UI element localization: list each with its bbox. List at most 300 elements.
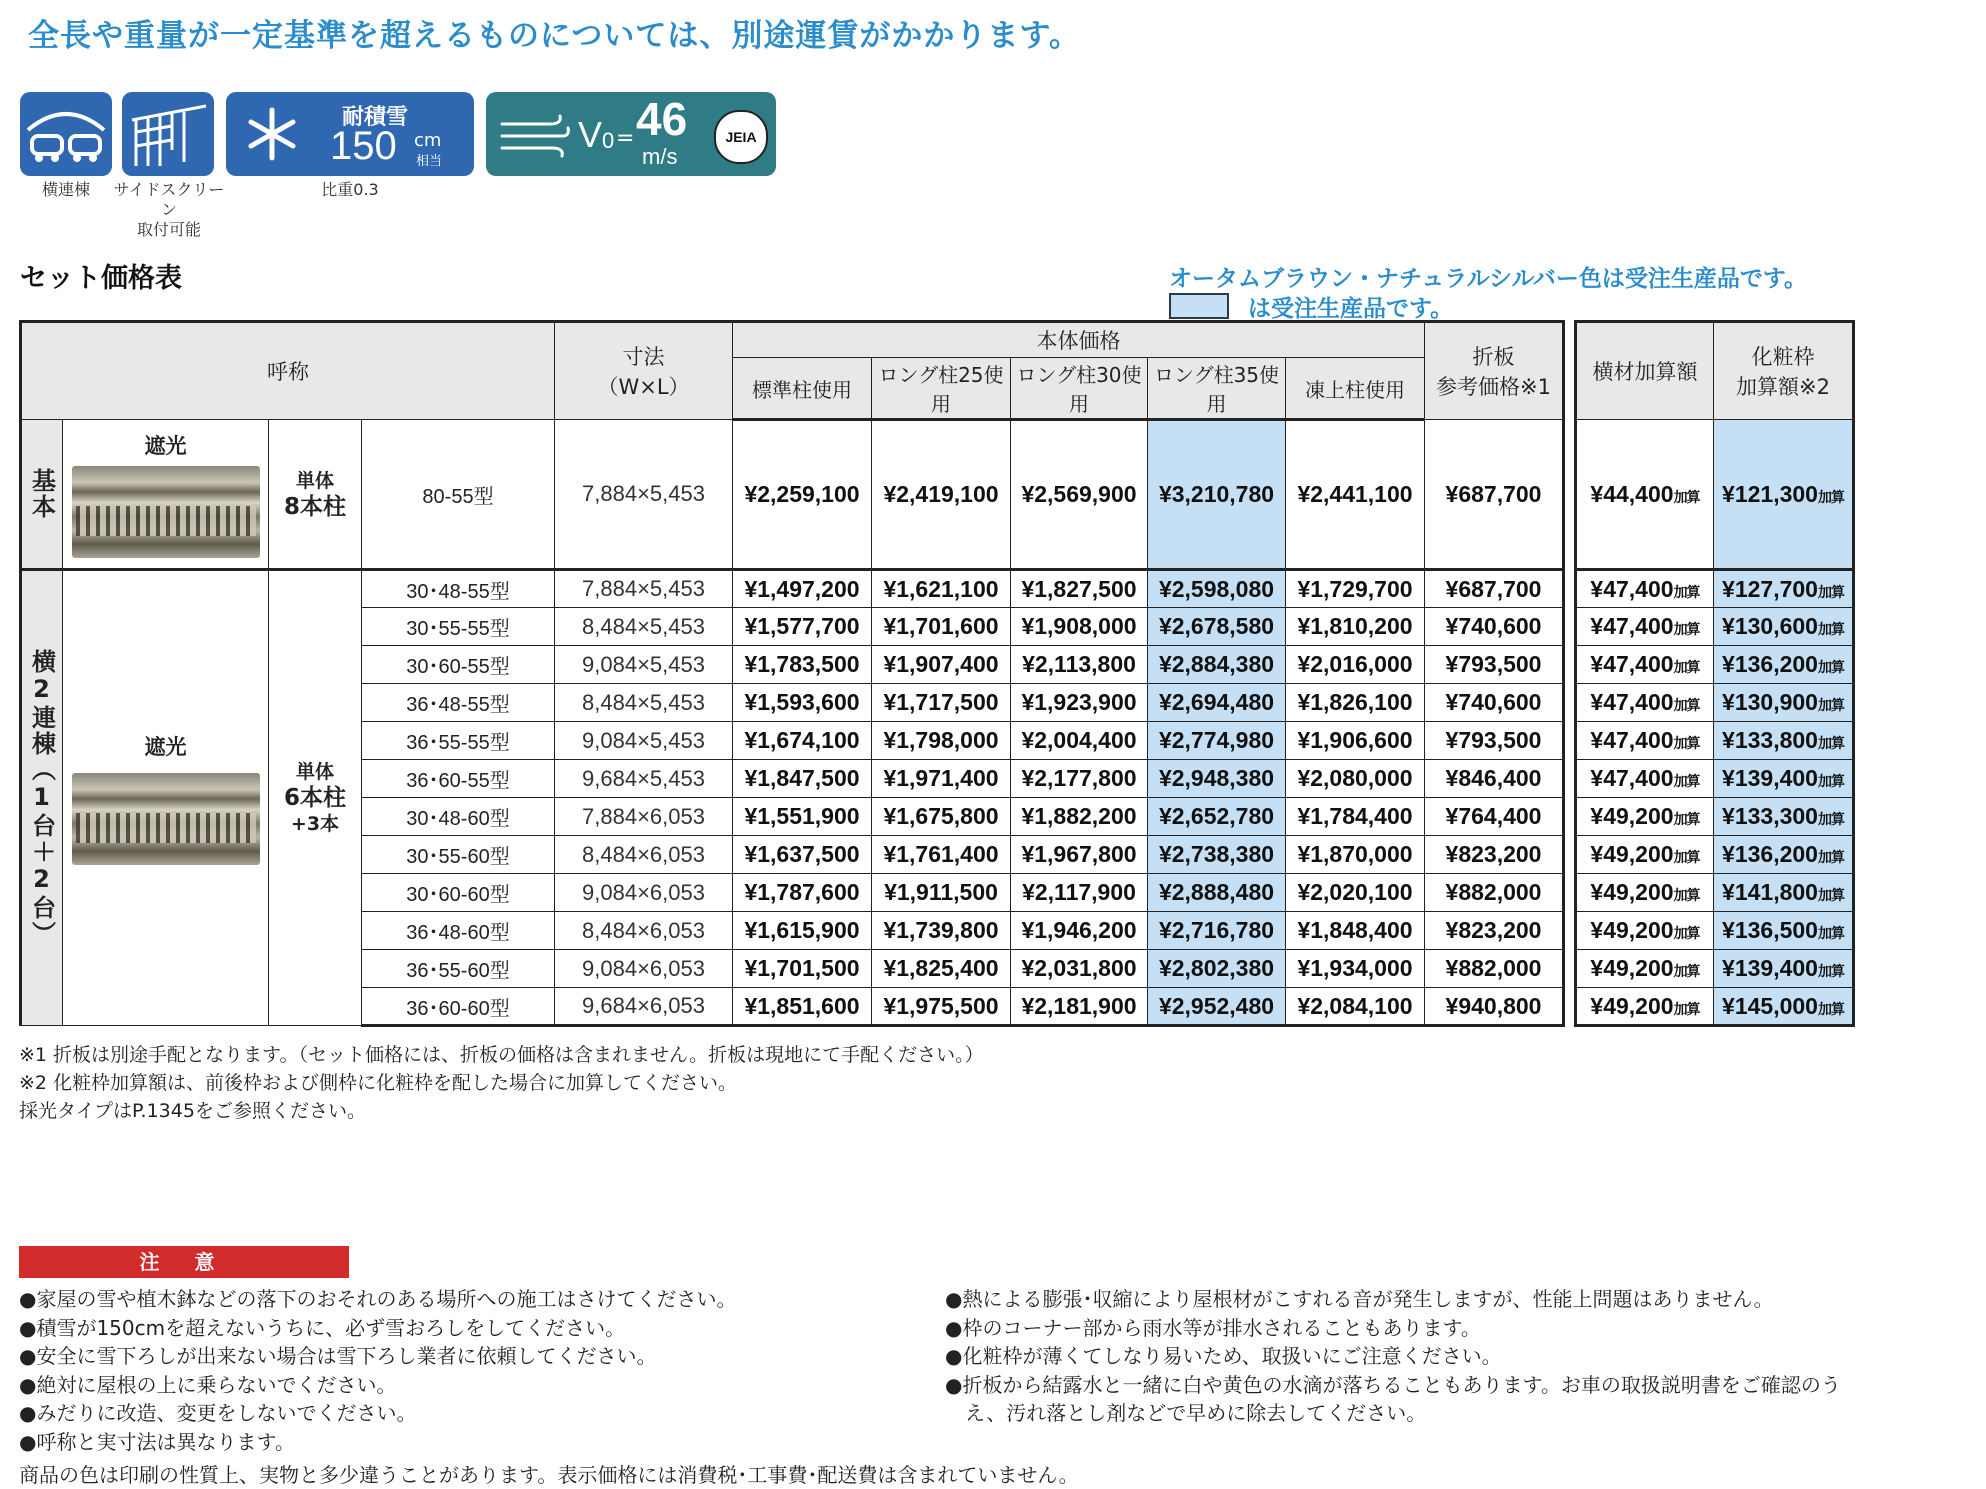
price-frost-value: ¥1,848,400: [1297, 917, 1413, 943]
price-kesho-value: ¥133,800: [1722, 727, 1818, 753]
roof-photo: [72, 773, 260, 865]
price-long25-value: ¥2,419,100: [883, 481, 999, 507]
price-long35-value: ¥2,952,480: [1158, 992, 1275, 1019]
side-screen-caption: [112, 180, 226, 240]
size-value: [555, 988, 733, 1026]
price-frost: [1286, 988, 1425, 1026]
add-suffix: 加算: [1817, 963, 1844, 979]
size-value: [555, 722, 733, 760]
price-std: [733, 988, 872, 1026]
snow-unit2: 相当: [416, 154, 443, 169]
model-name-value: 30･48-55型: [406, 580, 510, 603]
price-kesho: [1714, 760, 1854, 798]
price-orita-value: ¥793,500: [1445, 727, 1542, 753]
price-std: [733, 722, 872, 760]
size-value: [555, 570, 733, 608]
add-suffix: 加算: [1817, 925, 1844, 941]
add-suffix: 加算: [1673, 849, 1700, 865]
price-orita: [1425, 836, 1564, 874]
price-table: [19, 320, 1855, 1027]
price-kesho-value: ¥141,800: [1722, 879, 1818, 905]
caution-title: 注 意: [19, 1246, 349, 1278]
price-long30-value: ¥2,181,900: [1021, 992, 1137, 1019]
snow-title: 耐積雪: [342, 105, 409, 130]
legend-swatch: [1169, 293, 1229, 319]
section-title: セット価格表: [20, 263, 182, 294]
price-std: [733, 950, 872, 988]
table-gap: [1564, 798, 1576, 836]
add-suffix: 加算: [1673, 697, 1700, 713]
price-kesho-value: ¥136,200: [1722, 841, 1818, 867]
price-orita: [1425, 608, 1564, 646]
price-frost: [1286, 798, 1425, 836]
model-name-value: 30･60-55型: [406, 656, 510, 678]
price-kesho: [1714, 836, 1854, 874]
price-long25: [872, 646, 1011, 684]
wind-speed-badge: [486, 92, 776, 176]
add-suffix: 加算: [1817, 621, 1844, 637]
price-long35: [1148, 646, 1286, 684]
size-value-value: 9,684×5,453: [582, 765, 705, 791]
add-suffix: 加算: [1817, 1000, 1844, 1017]
model-name: [362, 570, 555, 608]
price-long30: [1011, 950, 1148, 988]
size-value: [555, 798, 733, 836]
price-orita-value: ¥793,500: [1445, 651, 1542, 677]
panel-type-yoko: 遮光: [144, 735, 187, 759]
caution-item: ●化粧枠が薄くてしなり易いため、取扱いにご注意ください。: [945, 1344, 1502, 1368]
price-std: [733, 684, 872, 722]
snow-value: 150: [330, 124, 397, 168]
model-name: [362, 722, 555, 760]
price-long30-value: ¥2,117,900: [1022, 879, 1136, 905]
price-long25-value: ¥1,825,400: [883, 955, 999, 981]
price-orita: [1425, 950, 1564, 988]
price-kesho: [1714, 798, 1854, 836]
price-frost-value: ¥1,784,400: [1297, 803, 1413, 829]
price-long25-value: ¥1,621,100: [883, 575, 999, 602]
price-yokozai-value: ¥49,200: [1590, 955, 1674, 981]
price-frost-value: ¥1,870,000: [1297, 841, 1413, 867]
size-value-value: 9,084×5,453: [582, 727, 705, 753]
model-name-value: 36･60-55型: [406, 770, 510, 792]
model-name-value: 36･48-60型: [406, 922, 510, 944]
add-suffix: 加算: [1817, 849, 1844, 865]
price-yokozai-value: ¥47,400: [1590, 765, 1674, 791]
price-kesho-value: ¥127,700: [1722, 575, 1818, 602]
panel-type-basic: 遮光: [144, 434, 187, 458]
price-std-value: ¥1,615,900: [744, 917, 860, 943]
price-kesho: [1714, 722, 1854, 760]
table-gap: [1564, 722, 1576, 760]
price-long35-value: ¥2,652,780: [1158, 803, 1275, 829]
add-suffix: 加算: [1673, 773, 1700, 789]
model-name: [362, 836, 555, 874]
price-yokozai-value: ¥47,400: [1590, 651, 1674, 677]
price-long35-value: ¥3,210,780: [1158, 481, 1275, 507]
model-name: [362, 912, 555, 950]
price-orita-value: ¥687,700: [1445, 480, 1542, 507]
model-name-value: 36･60-60型: [406, 997, 510, 1020]
price-orita: [1425, 684, 1564, 722]
price-yokozai-value: ¥44,400: [1590, 480, 1674, 507]
price-orita: [1425, 646, 1564, 684]
price-orita: [1425, 912, 1564, 950]
price-frost-value: ¥1,810,200: [1297, 613, 1413, 639]
snow-unit: cm: [414, 130, 442, 151]
price-long25: [872, 570, 1011, 608]
table-gap: [1564, 420, 1576, 570]
price-orita: [1425, 988, 1564, 1026]
price-long35-value: ¥2,694,480: [1158, 689, 1275, 715]
price-long25-value: ¥1,911,500: [884, 879, 998, 905]
price-long35: [1148, 760, 1286, 798]
add-suffix: 加算: [1817, 773, 1844, 789]
price-long25-value: ¥1,717,500: [883, 689, 999, 715]
yoko-renmune-caption: 横連棟: [41, 180, 90, 199]
header-size-sub: （W×L）: [597, 375, 690, 399]
header-orita-2: 参考価格※1: [1436, 375, 1551, 399]
table-gap: [1564, 570, 1576, 608]
price-yokozai: [1576, 722, 1714, 760]
header-kesho-1: 化粧枠: [1751, 345, 1815, 369]
twin-cars-icon: [20, 92, 112, 176]
price-kesho-value: ¥139,400: [1722, 955, 1818, 981]
price-long30-value: ¥2,113,800: [1022, 651, 1136, 677]
price-long35: [1148, 912, 1286, 950]
price-long25: [872, 608, 1011, 646]
price-kesho: [1714, 874, 1854, 912]
model-name: [362, 874, 555, 912]
group-label-basic-text: 基本: [27, 468, 56, 520]
size-value: [555, 760, 733, 798]
price-long35-value: ¥2,884,380: [1158, 651, 1275, 677]
caution-item: ●絶対に屋根の上に乗らないでください。: [19, 1372, 397, 1397]
header-orita: [1425, 322, 1564, 420]
price-long30: [1011, 608, 1148, 646]
post-count-yoko-1: 単体: [295, 761, 334, 783]
group-label-yoko-text: 横2連棟（1台＋2台）: [27, 649, 56, 947]
post-count-yoko-2: 6本柱: [283, 785, 346, 811]
price-kesho-value: ¥145,000: [1722, 992, 1818, 1019]
price-yokozai: [1576, 420, 1714, 570]
caution-item: ●家屋の雪や植木鉢などの落下のおそれのある場所への施工はさけてください。: [19, 1287, 737, 1311]
model-name-value: 80-55型: [422, 485, 494, 508]
header-frost: 凍上柱使用: [1286, 358, 1425, 420]
price-frost: [1286, 570, 1425, 608]
table-gap: [1564, 608, 1576, 646]
price-long30: [1011, 836, 1148, 874]
price-std-value: ¥1,497,200: [744, 575, 860, 602]
price-long25: [872, 420, 1011, 570]
price-long30: [1011, 912, 1148, 950]
table-gap: [1564, 874, 1576, 912]
legend-line-1: オータムブラウン・ナチュラルシルバー色は受注生産品です。: [1169, 266, 1808, 292]
price-orita-value: ¥687,700: [1445, 575, 1542, 602]
add-suffix: 加算: [1673, 1000, 1700, 1017]
price-std-value: ¥1,674,100: [744, 727, 860, 753]
price-orita-value: ¥940,800: [1445, 992, 1542, 1019]
price-std-value: ¥1,847,500: [744, 765, 860, 791]
price-frost: [1286, 874, 1425, 912]
price-std: [733, 836, 872, 874]
roof-photo: [72, 466, 260, 558]
wind-sub: 0: [602, 128, 615, 153]
wind-unit: m/s: [642, 144, 678, 169]
caution-item: ●枠のコーナー部から雨水等が排水されることもあります。: [945, 1315, 1481, 1340]
post-count-yoko: [269, 570, 362, 1026]
price-orita-value: ¥846,400: [1445, 765, 1542, 791]
price-long35-value: ¥2,774,980: [1158, 727, 1275, 753]
side-screen-icon: [122, 92, 214, 176]
model-name-value: 30･55-55型: [406, 618, 510, 640]
size-value-value: 9,084×6,053: [582, 955, 705, 981]
size-value-value: 9,084×5,453: [582, 651, 705, 677]
table-gap: [1564, 646, 1576, 684]
price-kesho-value: ¥136,500: [1722, 917, 1818, 943]
wind-prefix: V: [578, 114, 603, 155]
price-orita-value: ¥823,200: [1445, 917, 1542, 943]
price-yokozai-value: ¥47,400: [1590, 727, 1674, 753]
table-gap: [1564, 322, 1576, 420]
size-value: [555, 912, 733, 950]
price-yokozai: [1576, 570, 1714, 608]
add-suffix: 加算: [1673, 925, 1700, 941]
price-frost: [1286, 836, 1425, 874]
size-value-value: 7,884×5,453: [582, 576, 705, 601]
model-name-value: 30･55-60型: [406, 846, 510, 868]
model-name: [362, 608, 555, 646]
add-suffix: 加算: [1673, 811, 1700, 827]
size-value-value: 8,484×6,053: [582, 841, 705, 867]
price-long30: [1011, 874, 1148, 912]
product-image-yoko: [63, 570, 269, 1026]
header-kesho-2: 加算額※2: [1736, 375, 1830, 399]
price-long25: [872, 874, 1011, 912]
header-std: 標準柱使用: [733, 358, 872, 420]
price-frost: [1286, 646, 1425, 684]
add-suffix: 加算: [1817, 659, 1844, 675]
add-suffix: 加算: [1817, 583, 1844, 600]
price-long30-value: ¥2,031,800: [1021, 955, 1137, 981]
add-suffix: 加算: [1673, 583, 1700, 600]
price-std-value: ¥1,577,700: [744, 613, 860, 639]
price-long35-value: ¥2,716,780: [1158, 917, 1275, 943]
price-kesho: [1714, 646, 1854, 684]
price-long25: [872, 988, 1011, 1026]
model-name-value: 30･60-60型: [406, 884, 510, 906]
price-long35: [1148, 988, 1286, 1026]
price-yokozai-value: ¥49,200: [1590, 917, 1674, 943]
price-long30-value: ¥1,827,500: [1021, 575, 1137, 602]
price-long30: [1011, 798, 1148, 836]
price-long30: [1011, 722, 1148, 760]
price-frost-value: ¥2,080,000: [1297, 765, 1413, 791]
wind-icon: [498, 110, 570, 160]
price-kesho: [1714, 570, 1854, 608]
price-yokozai-value: ¥49,200: [1590, 803, 1674, 829]
price-frost: [1286, 420, 1425, 570]
price-std: [733, 570, 872, 608]
price-yokozai: [1576, 646, 1714, 684]
price-orita: [1425, 570, 1564, 608]
price-std: [733, 646, 872, 684]
caution-item: ●みだりに改造、変更をしないでください。: [19, 1401, 417, 1425]
price-long30-value: ¥1,923,900: [1021, 689, 1137, 715]
add-suffix: 加算: [1817, 811, 1844, 827]
add-suffix: 加算: [1817, 488, 1844, 505]
price-std-value: ¥1,551,900: [744, 803, 860, 829]
size-value-value: 9,084×6,053: [582, 879, 705, 905]
caution-item: ●安全に雪下ろしが出来ない場合は雪下ろし業者に依頼してください。: [19, 1344, 657, 1368]
price-yokozai: [1576, 798, 1714, 836]
price-long35: [1148, 684, 1286, 722]
price-long25-value: ¥1,761,400: [883, 841, 999, 867]
model-name: [362, 646, 555, 684]
size-value: [555, 836, 733, 874]
price-kesho-value: ¥139,400: [1722, 765, 1818, 791]
price-long30: [1011, 988, 1148, 1026]
header-body-price: 本体価格: [733, 322, 1425, 358]
price-orita-value: ¥882,000: [1445, 955, 1542, 981]
price-kesho: [1714, 988, 1854, 1026]
model-name: [362, 760, 555, 798]
table-gap: [1564, 950, 1576, 988]
price-std: [733, 798, 872, 836]
price-std: [733, 874, 872, 912]
price-long35-value: ¥2,888,480: [1158, 879, 1275, 905]
price-std-value: ¥1,593,600: [744, 689, 860, 715]
price-orita: [1425, 798, 1564, 836]
caution-item: ●積雪が150cmを超えないうちに、必ず雪おろしをしてください。: [19, 1315, 626, 1340]
price-yokozai: [1576, 760, 1714, 798]
caution-item: ●熱による膨張･収縮により屋根材がこすれる音が発生しますが、性能上問題はありません。: [945, 1287, 1774, 1311]
size-value-value: 7,884×6,053: [582, 803, 705, 829]
price-frost: [1286, 912, 1425, 950]
price-yokozai-value: ¥49,200: [1590, 841, 1674, 867]
price-long30-value: ¥1,967,800: [1021, 841, 1137, 867]
add-suffix: 加算: [1817, 887, 1844, 903]
model-name: [362, 420, 555, 570]
size-value-value: 9,684×6,053: [582, 993, 705, 1018]
price-std-value: ¥1,637,500: [744, 841, 860, 867]
price-yokozai-value: ¥47,400: [1590, 575, 1674, 602]
jeia-logo: JEIA: [714, 110, 768, 164]
price-kesho-value: ¥130,900: [1722, 689, 1818, 715]
price-long35: [1148, 950, 1286, 988]
header-orita-1: 折板: [1472, 345, 1515, 369]
group-label-yoko: [21, 570, 63, 1026]
price-frost: [1286, 760, 1425, 798]
price-long25: [872, 836, 1011, 874]
price-long35-value: ¥2,948,380: [1158, 765, 1275, 791]
price-orita-value: ¥740,600: [1445, 689, 1542, 715]
note-1: ※1 折板は別途手配となります。（セット価格には、折板の価格は含まれません。折板は現地にて手配ください。）: [19, 1044, 984, 1066]
price-std-value: ¥1,701,500: [744, 955, 860, 981]
price-long25-value: ¥1,701,600: [883, 613, 999, 639]
caution-item: ●呼称と実寸法は異なります。: [19, 1429, 295, 1454]
yoko-renmune-badge: [20, 92, 112, 176]
price-long30-value: ¥2,569,900: [1021, 481, 1137, 507]
header-long30: ロング柱30使用: [1011, 358, 1148, 420]
price-yokozai-value: ¥49,200: [1590, 879, 1674, 905]
price-long30: [1011, 420, 1148, 570]
price-std: [733, 608, 872, 646]
price-kesho-value: ¥136,200: [1722, 651, 1818, 677]
size-value: [555, 684, 733, 722]
price-long35: [1148, 420, 1286, 570]
size-value-value: 8,484×5,453: [582, 689, 705, 715]
table-row: [21, 570, 1854, 608]
snowflake-icon: [244, 106, 300, 162]
price-long25-value: ¥1,975,500: [883, 992, 999, 1019]
price-long25: [872, 760, 1011, 798]
model-name-value: 36･55-60型: [406, 960, 510, 982]
note-3: 採光タイプはP.1345をご参照ください。: [19, 1100, 366, 1122]
price-orita-value: ¥764,400: [1445, 803, 1542, 829]
header-kesho: [1714, 322, 1854, 420]
price-std: [733, 420, 872, 570]
price-std: [733, 760, 872, 798]
model-name-value: 30･48-60型: [406, 808, 510, 830]
price-yokozai: [1576, 684, 1714, 722]
size-value-value: 8,484×5,453: [582, 613, 705, 639]
price-long35: [1148, 836, 1286, 874]
price-long30-value: ¥1,908,000: [1021, 613, 1137, 639]
price-long35: [1148, 722, 1286, 760]
price-long30: [1011, 684, 1148, 722]
price-orita: [1425, 420, 1564, 570]
price-std-value: ¥1,783,500: [744, 651, 860, 677]
price-long30: [1011, 760, 1148, 798]
price-long35: [1148, 874, 1286, 912]
price-frost-value: ¥2,441,100: [1297, 481, 1413, 507]
price-long35-value: ¥2,598,080: [1158, 575, 1275, 602]
side-screen-caption-1: サイドスクリーン: [113, 180, 225, 219]
model-name: [362, 684, 555, 722]
add-suffix: 加算: [1673, 735, 1700, 751]
price-yokozai: [1576, 912, 1714, 950]
table-gap: [1564, 912, 1576, 950]
model-name: [362, 950, 555, 988]
price-orita-value: ¥882,000: [1445, 879, 1542, 905]
header-size: [555, 322, 733, 420]
post-count-yoko-3: +3本: [290, 813, 340, 835]
model-name: [362, 988, 555, 1026]
price-long35: [1148, 798, 1286, 836]
table-gap: [1564, 988, 1576, 1026]
table-gap: [1564, 836, 1576, 874]
size-value: [555, 646, 733, 684]
price-kesho-value: ¥121,300: [1722, 480, 1818, 507]
price-long35: [1148, 570, 1286, 608]
add-suffix: 加算: [1673, 659, 1700, 675]
post-count-basic-1: 単体: [295, 470, 334, 492]
price-yokozai: [1576, 608, 1714, 646]
add-suffix: 加算: [1817, 735, 1844, 751]
product-image-basic: [63, 420, 269, 570]
add-suffix: 加算: [1817, 697, 1844, 713]
add-suffix: 加算: [1673, 887, 1700, 903]
snow-load-badge: [226, 92, 474, 176]
price-frost-value: ¥1,906,600: [1297, 727, 1413, 753]
legend-line-2: は受注生産品です。: [1248, 296, 1454, 322]
price-long30: [1011, 646, 1148, 684]
header-long35: ロング柱35使用: [1148, 358, 1286, 420]
price-kesho: [1714, 912, 1854, 950]
price-orita: [1425, 874, 1564, 912]
caution-item: ●折板から結露水と一緒に白や黄色の水滴が落ちることもあります。お車の取扱説明書をご確認のう: [945, 1372, 1841, 1397]
